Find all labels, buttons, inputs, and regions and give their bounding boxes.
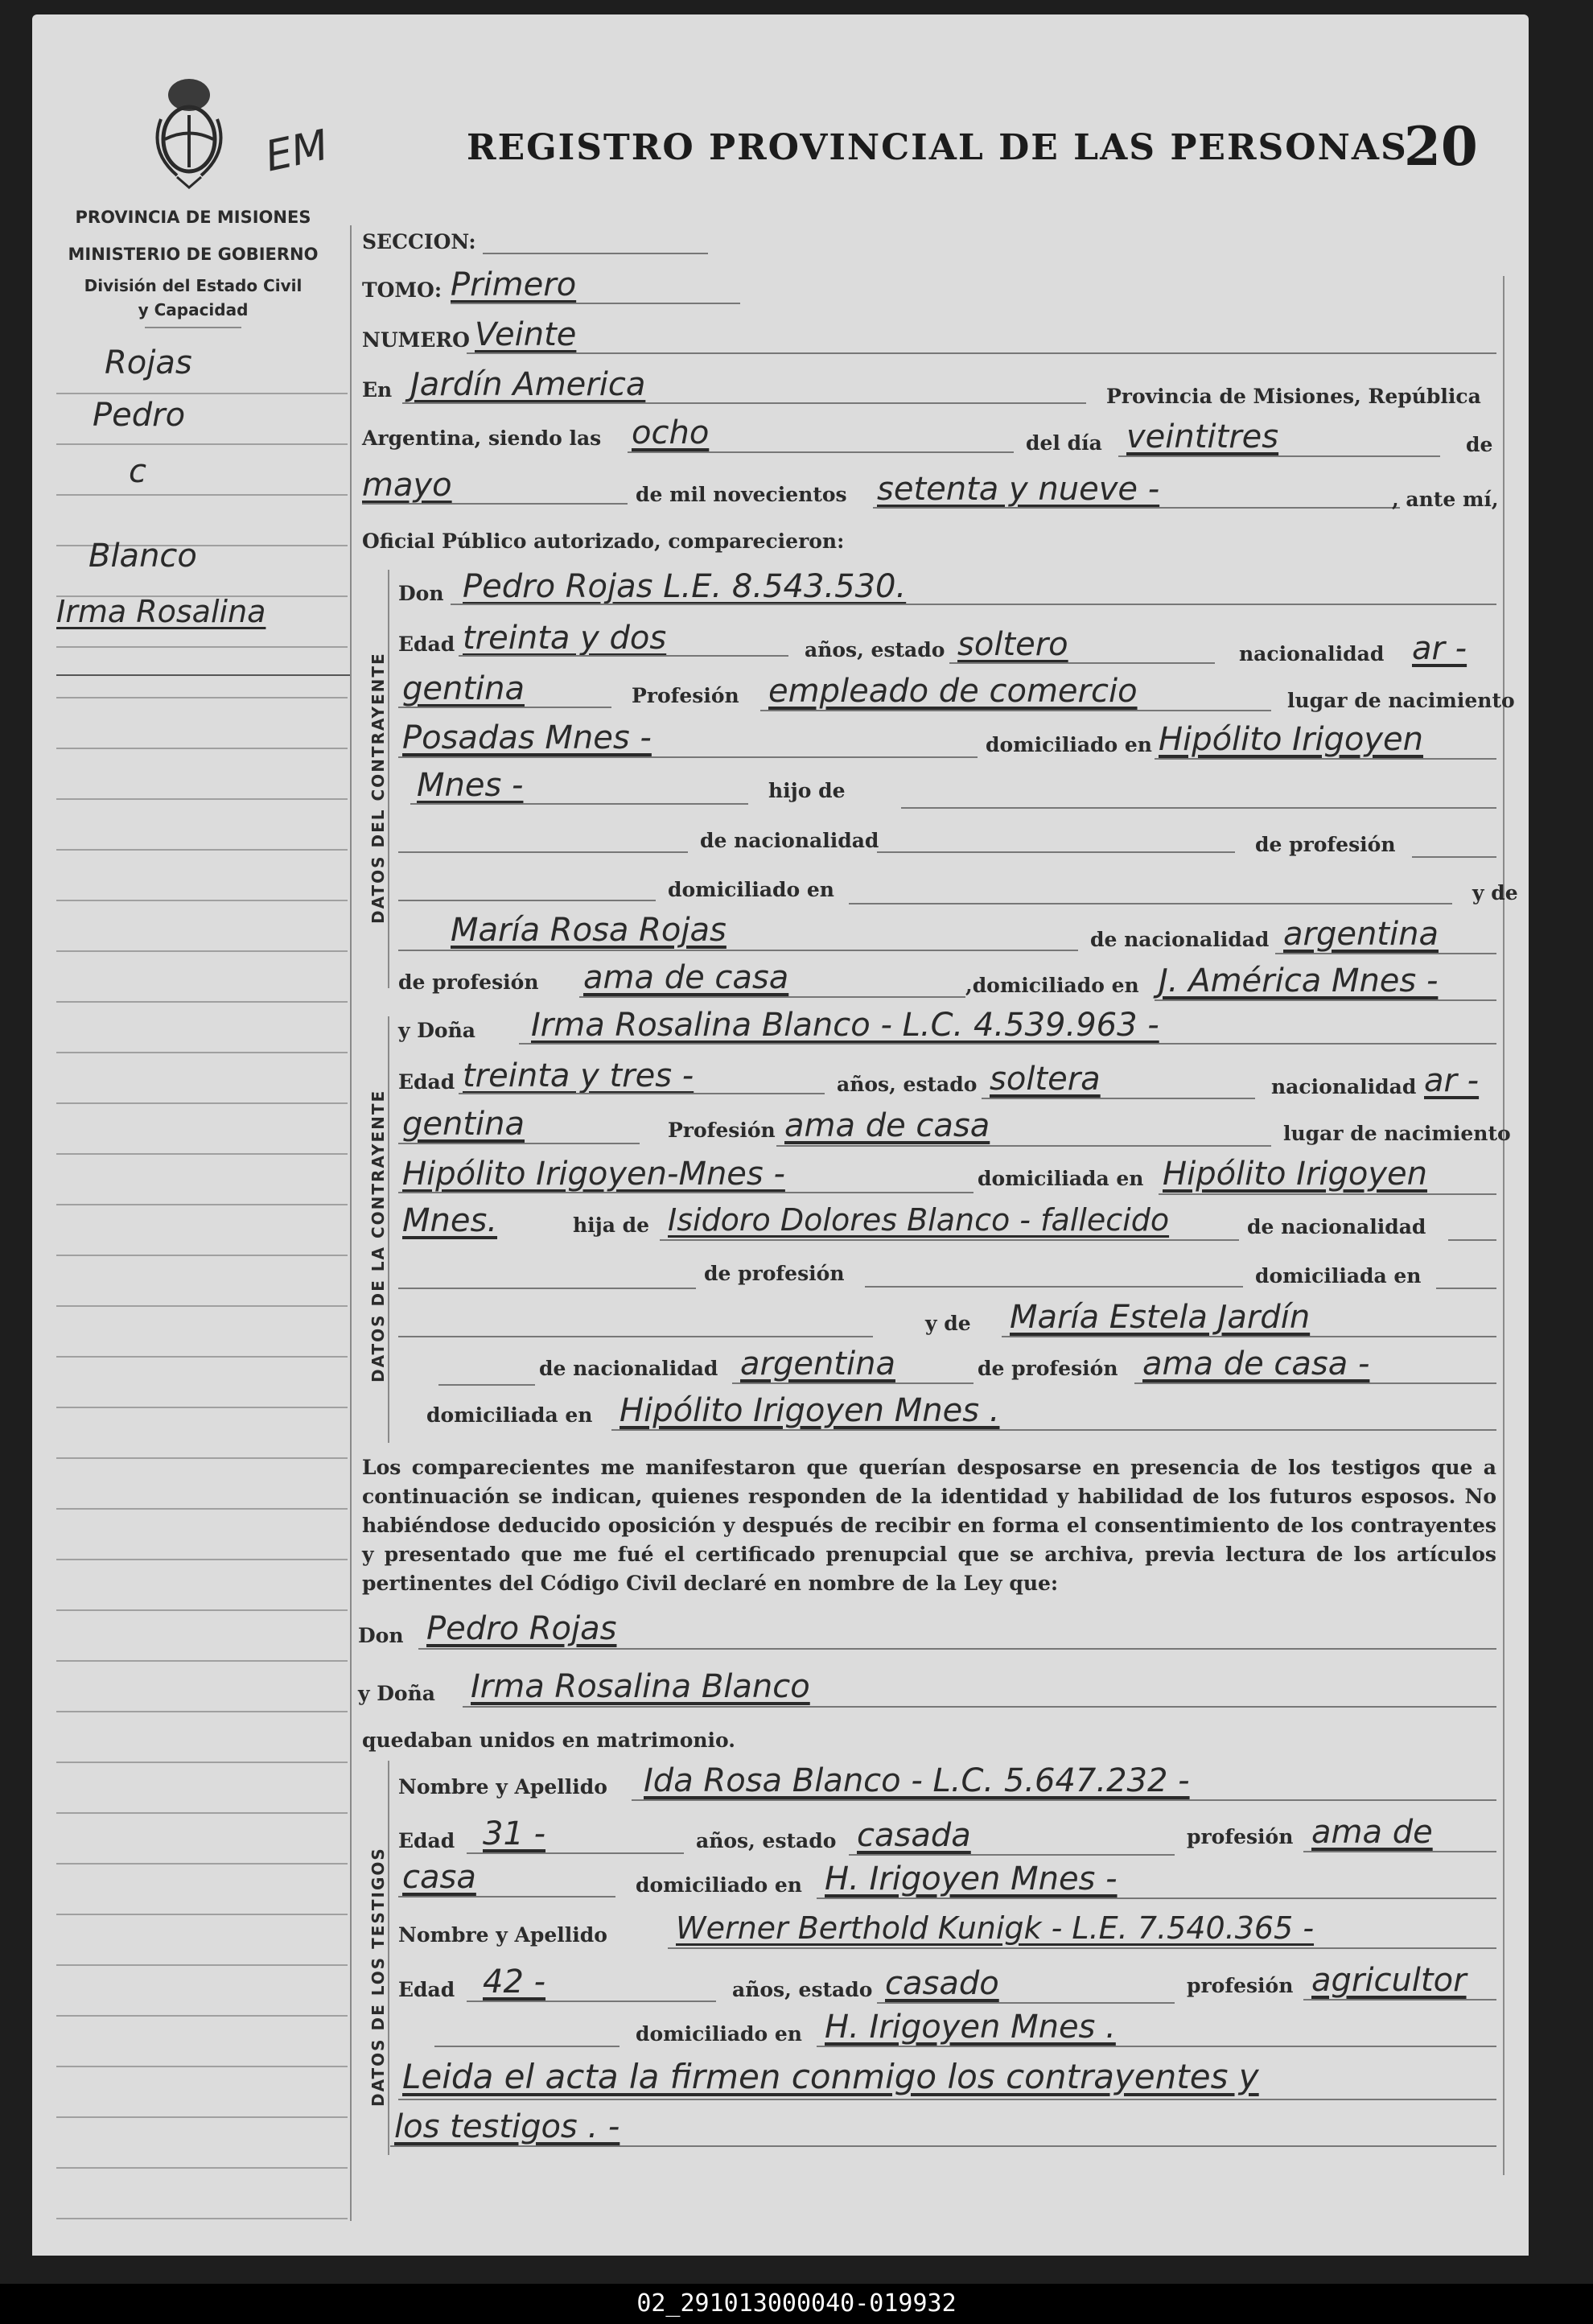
w2-nombre-label: Nombre y Apellido (398, 1923, 607, 1947)
hour-value: ocho (632, 414, 710, 451)
bride-address-1: Hipólito Irigoyen (1163, 1156, 1428, 1193)
edad-label: Edad (398, 633, 455, 656)
w2-address: H. Irigoyen Mnes . (825, 2009, 1116, 2046)
bride-edad-label: Edad (398, 1070, 455, 1094)
margin-ruled-line (56, 950, 348, 952)
w1-age: 31 - (483, 1815, 546, 1852)
bride-age: treinta y tres - (463, 1057, 694, 1094)
margin-ruled-line (56, 1356, 348, 1358)
place-value: Jardín America (410, 366, 646, 403)
w2-edad-label: Edad (398, 1978, 455, 2001)
margin-ruled-line (56, 1863, 348, 1865)
margin-ruled-line (56, 1812, 348, 1814)
division-label-2: y Capacidad (138, 300, 249, 319)
bride-nacionalidad-label: nacionalidad (1271, 1075, 1417, 1098)
margin-ruled-line (56, 1609, 348, 1611)
declaration-bride-name: Irma Rosalina Blanco (471, 1668, 810, 1705)
numero-value: Veinte (475, 316, 577, 353)
bride-domiciliada-en-label-2: domiciliada en (1255, 1264, 1422, 1288)
bride-profession: ama de casa (784, 1107, 990, 1144)
declaration-dona-label: y Doña (358, 1682, 435, 1705)
margin-ruled-line (56, 1457, 348, 1459)
w2-age: 42 - (483, 1963, 546, 2001)
margin-ruled-line (56, 849, 348, 851)
domiciliado-en-label-2: domiciliado en (668, 878, 834, 901)
margin-ruled-line (56, 1153, 348, 1155)
margin-ruled-line (56, 798, 348, 800)
coat-of-arms-icon (145, 71, 233, 192)
de-profesion-label-2: de profesión (398, 970, 539, 994)
margin-ruled-line (56, 393, 348, 394)
year-value: setenta y nueve - (877, 471, 1160, 508)
bride-profesion-label: Profesión (668, 1119, 776, 1142)
don-label: Don (398, 582, 444, 605)
bride-mother-profession: ama de casa - (1142, 1345, 1370, 1382)
day-value: veintitres (1126, 418, 1279, 455)
w1-domiciliado-label: domiciliado en (636, 1873, 802, 1897)
bride-de-profesion-label: de profesión (704, 1262, 845, 1285)
en-label: En (362, 378, 393, 402)
tomo-label: TOMO: (362, 278, 442, 302)
declaration-don-label: Don (358, 1624, 404, 1647)
margin-ruled-line (56, 1102, 348, 1104)
provincia-text: Provincia de Misiones, República (1106, 385, 1481, 408)
margin-name-groom: Pedro (93, 397, 186, 434)
margin-ruled-line (56, 1964, 348, 1966)
w2-profesion-label: profesión (1187, 1974, 1294, 1997)
groom-estado: soltero (957, 626, 1068, 663)
de-text: de (1466, 433, 1493, 456)
division-label: División del Estado Civil (84, 276, 303, 295)
w1-profession-2: casa (402, 1859, 476, 1896)
margin-ruled-line (56, 646, 348, 648)
quedaban-text: quedaban unidos en matrimonio. (362, 1729, 735, 1752)
oficial-text: Oficial Público autorizado, comparecieron: (362, 529, 845, 553)
margin-ruled-line (56, 1305, 348, 1307)
del-dia-text: del día (1026, 431, 1102, 455)
groom-profession: empleado de comercio (768, 673, 1138, 710)
margin-ruled-line (56, 443, 348, 445)
bride-address-2: Mnes. (402, 1202, 498, 1239)
margin-surname-bride: Blanco (88, 538, 197, 575)
bride-nationality-1: ar - (1424, 1062, 1480, 1099)
bride-de-nacionalidad-label-2: de nacionalidad (539, 1357, 718, 1380)
w1-profesion-label: profesión (1187, 1825, 1294, 1848)
page-title: REGISTRO PROVINCIAL DE LAS PERSONAS (467, 127, 1408, 168)
bride-mother-address: Hipólito Irigoyen Mnes . (620, 1392, 1000, 1429)
tomo-value: Primero (451, 266, 577, 303)
image-caption: 02_291013000040-019932 (0, 2284, 1593, 2324)
declaration-paragraph: Los comparecientes me manifestaron que querían desposarse en presencia de los testigos que a continuación se indican, quienes responden de la identidad y habilidad de los futuros esposos. No habiéndose deducido oposición y después de recibir en forma el consentimiento de los contrayentes y presentado que me fué el certificado prenupcial que se archiva, previa lectura de los artículos pertinentes del Código Civil declaré en nombre de la Ley que: (362, 1456, 1496, 1595)
bride-nationality-2: gentina (402, 1106, 525, 1143)
bride-domiciliada-en-label-3: domiciliada en (426, 1403, 593, 1427)
margin-ruled-line (56, 1204, 348, 1205)
margin-ruled-line (56, 748, 348, 749)
w2-name: Werner Berthold Kunigk - L.E. 7.540.365 - (676, 1910, 1315, 1946)
bride-section-label: DATOS DE LA CONTRAYENTE (368, 1089, 388, 1382)
de-nacionalidad-label-2: de nacionalidad (1090, 928, 1270, 951)
closing-line-2: los testigos . - (394, 2108, 620, 2145)
w2-estado: casado (885, 1965, 999, 2002)
groom-nationality-2: gentina (402, 670, 525, 707)
domiciliada-en-label: domiciliada en (978, 1167, 1144, 1190)
bride-anos-estado: años, estado (837, 1073, 978, 1096)
margin-ruled-line (56, 1052, 348, 1053)
bride-y-de-label: y de (925, 1312, 971, 1335)
bride-mother: María Estela Jardín (1010, 1299, 1311, 1336)
de-mil-text: de mil novecientos (636, 483, 847, 506)
closing-line-1: Leida el acta la firmen conmigo los contrayentes y (402, 2057, 1259, 2096)
ministry-label: MINISTERIO DE GOBIERNO (68, 245, 319, 264)
w2-domiciliado-label: domiciliado en (636, 2022, 802, 2046)
w1-nombre-label: Nombre y Apellido (398, 1775, 607, 1799)
register-page (32, 14, 1529, 2256)
y-de-label: y de (1472, 881, 1518, 904)
declaration-groom-name: Pedro Rojas (426, 1610, 617, 1647)
margin-surname-groom: Rojas (105, 344, 192, 381)
profesion-label: Profesión (632, 684, 739, 707)
page-number: 20 (1404, 115, 1478, 178)
margin-ruled-line (56, 1559, 348, 1560)
w1-name: Ida Rosa Blanco - L.C. 5.647.232 - (644, 1762, 1190, 1799)
bride-mother-nationality: argentina (740, 1345, 895, 1382)
margin-ruled-line (56, 2066, 348, 2067)
bride-estado: soltera (990, 1061, 1101, 1098)
groom-birthplace: Posadas Mnes - (402, 719, 652, 756)
margin-ruled-line (56, 1508, 348, 1510)
margin-ruled-line (56, 1762, 348, 1763)
groom-mother-profession: ama de casa (583, 959, 789, 996)
bride-de-nacionalidad-label: de nacionalidad (1247, 1215, 1426, 1238)
margin-ruled-line (56, 2167, 348, 2169)
numero-label: NUMERO (362, 328, 470, 352)
groom-section-label: DATOS DEL CONTRAYENTE (368, 652, 388, 924)
margin-ruled-line (56, 900, 348, 901)
margin-ruled-line (56, 1660, 348, 1662)
w1-address: H. Irigoyen Mnes - (825, 1860, 1118, 1898)
margin-ruled-line (56, 2116, 348, 2118)
margin-ruled-line (56, 697, 348, 698)
w1-estado: casada (857, 1817, 971, 1854)
initials: EM (261, 121, 333, 182)
groom-address-1: Hipólito Irigoyen (1159, 721, 1424, 758)
province-label: PROVINCIA DE MISIONES (75, 208, 311, 227)
seccion-label: SECCION: (362, 230, 476, 253)
w1-profession-1: ama de (1311, 1814, 1433, 1851)
margin-ruled-line (56, 1255, 348, 1256)
bride-name: Irma Rosalina Blanco - L.C. 4.539.963 - (531, 1007, 1159, 1044)
w1-anos-estado: años, estado (696, 1829, 837, 1852)
argentina-text: Argentina, siendo las (362, 426, 602, 450)
domiciliado-en-label-3: ,domiciliado en (965, 974, 1139, 997)
margin-ruled-line (56, 494, 348, 496)
groom-age: treinta y dos (463, 620, 667, 657)
margin-ruled-line (56, 1407, 348, 1408)
ante-mi-text: , ante mí, (1392, 488, 1499, 511)
groom-mother-nationality: argentina (1283, 916, 1439, 953)
groom-mother-address: J. América Mnes - (1159, 962, 1439, 999)
groom-name: Pedro Rojas L.E. 8.543.530. (463, 568, 907, 605)
domiciliado-en-label: domiciliado en (986, 733, 1152, 756)
hija-de-label: hija de (573, 1214, 650, 1237)
bride-lugar-label: lugar de nacimiento (1283, 1122, 1511, 1145)
dona-label: y Doña (398, 1019, 475, 1042)
anos-estado-text: años, estado (805, 638, 945, 661)
margin-ruled-line (56, 2015, 348, 2017)
groom-mother: María Rosa Rojas (451, 912, 727, 949)
margin-ruled-line (56, 1914, 348, 1915)
groom-nationality-1: ar - (1412, 630, 1467, 667)
w2-profession: agricultor (1311, 1962, 1467, 1999)
groom-address-2: Mnes - (417, 767, 524, 804)
bride-de-profesion-label-2: de profesión (978, 1357, 1118, 1380)
hijo-de-label: hijo de (768, 779, 846, 802)
nacionalidad-label: nacionalidad (1239, 642, 1385, 665)
lugar-label: lugar de nacimiento (1287, 689, 1515, 712)
margin-ruled-line (56, 1001, 348, 1003)
bride-father: Isidoro Dolores Blanco - fallecido (668, 1202, 1170, 1238)
witnesses-section-label: DATOS DE LOS TESTIGOS (368, 1847, 388, 2107)
bride-birthplace: Hipólito Irigoyen-Mnes - (402, 1156, 785, 1193)
margin-conjunction: c (129, 453, 146, 490)
w1-edad-label: Edad (398, 1829, 455, 1852)
de-nacionalidad-label: de nacionalidad (700, 829, 879, 852)
w2-anos-estado: años, estado (732, 1978, 873, 2001)
de-profesion-label: de profesión (1255, 833, 1396, 856)
margin-ruled-line (56, 1711, 348, 1712)
margin-ruled-line (56, 2218, 348, 2219)
month-value: mayo (362, 467, 452, 504)
margin-name-bride: Irma Rosalina (56, 594, 266, 629)
